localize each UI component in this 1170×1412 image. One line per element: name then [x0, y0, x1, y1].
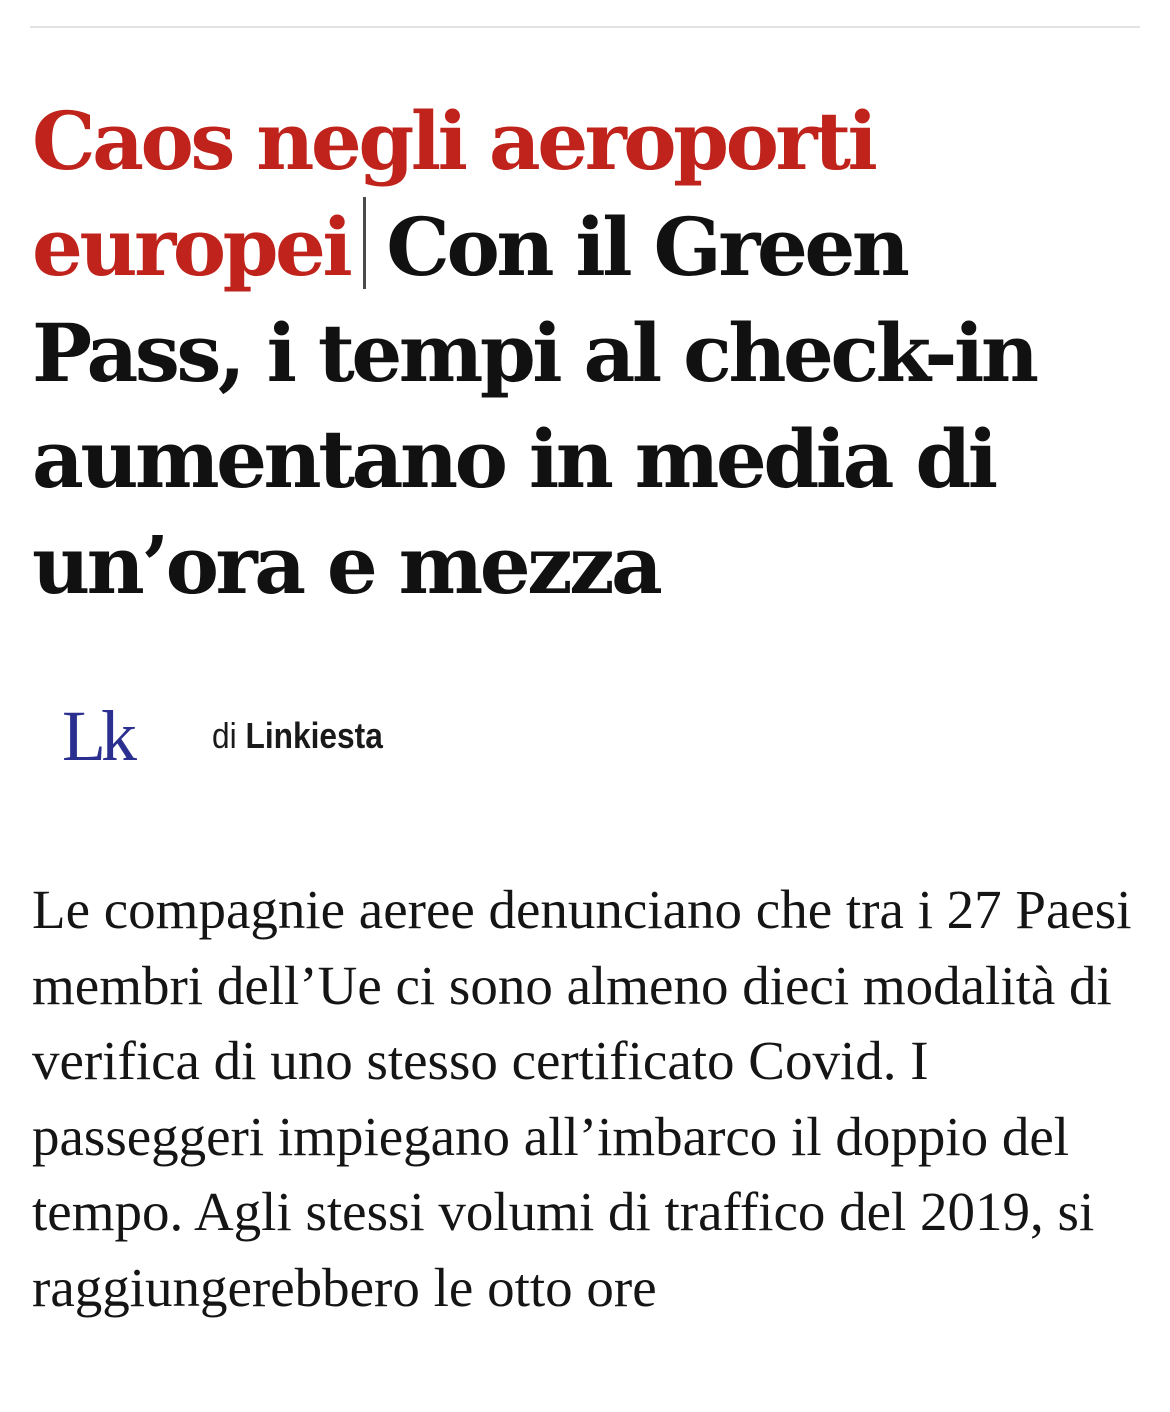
- byline-prefix: di: [212, 715, 237, 756]
- article-headline: [32, 88, 1122, 618]
- headline-title: Con il Green Pass, i tempi al check-in aumentano in media di un’ora e mezza: [32, 200, 1036, 612]
- top-divider: [30, 26, 1140, 28]
- byline-text: [212, 715, 383, 757]
- kicker-separator: [363, 197, 366, 289]
- headline-kicker: Caos negli aeroporti europei: [32, 94, 875, 294]
- linkiesta-logo[interactable]: Lk: [62, 696, 132, 776]
- byline: [62, 696, 406, 776]
- article-lead: Le compagnie aeree denunciano che tra i 27 Paesi membri dell’Ue ci sono almeno dieci modalità di verifica di uno stesso certificato Covid. I passeggeri impiegano all’imbarco il doppio del tempo. Agli stessi volumi di traffico del 2019, si raggiungerebbero le otto ore: [32, 879, 1132, 1318]
- author-link[interactable]: Linkiesta: [245, 715, 383, 756]
